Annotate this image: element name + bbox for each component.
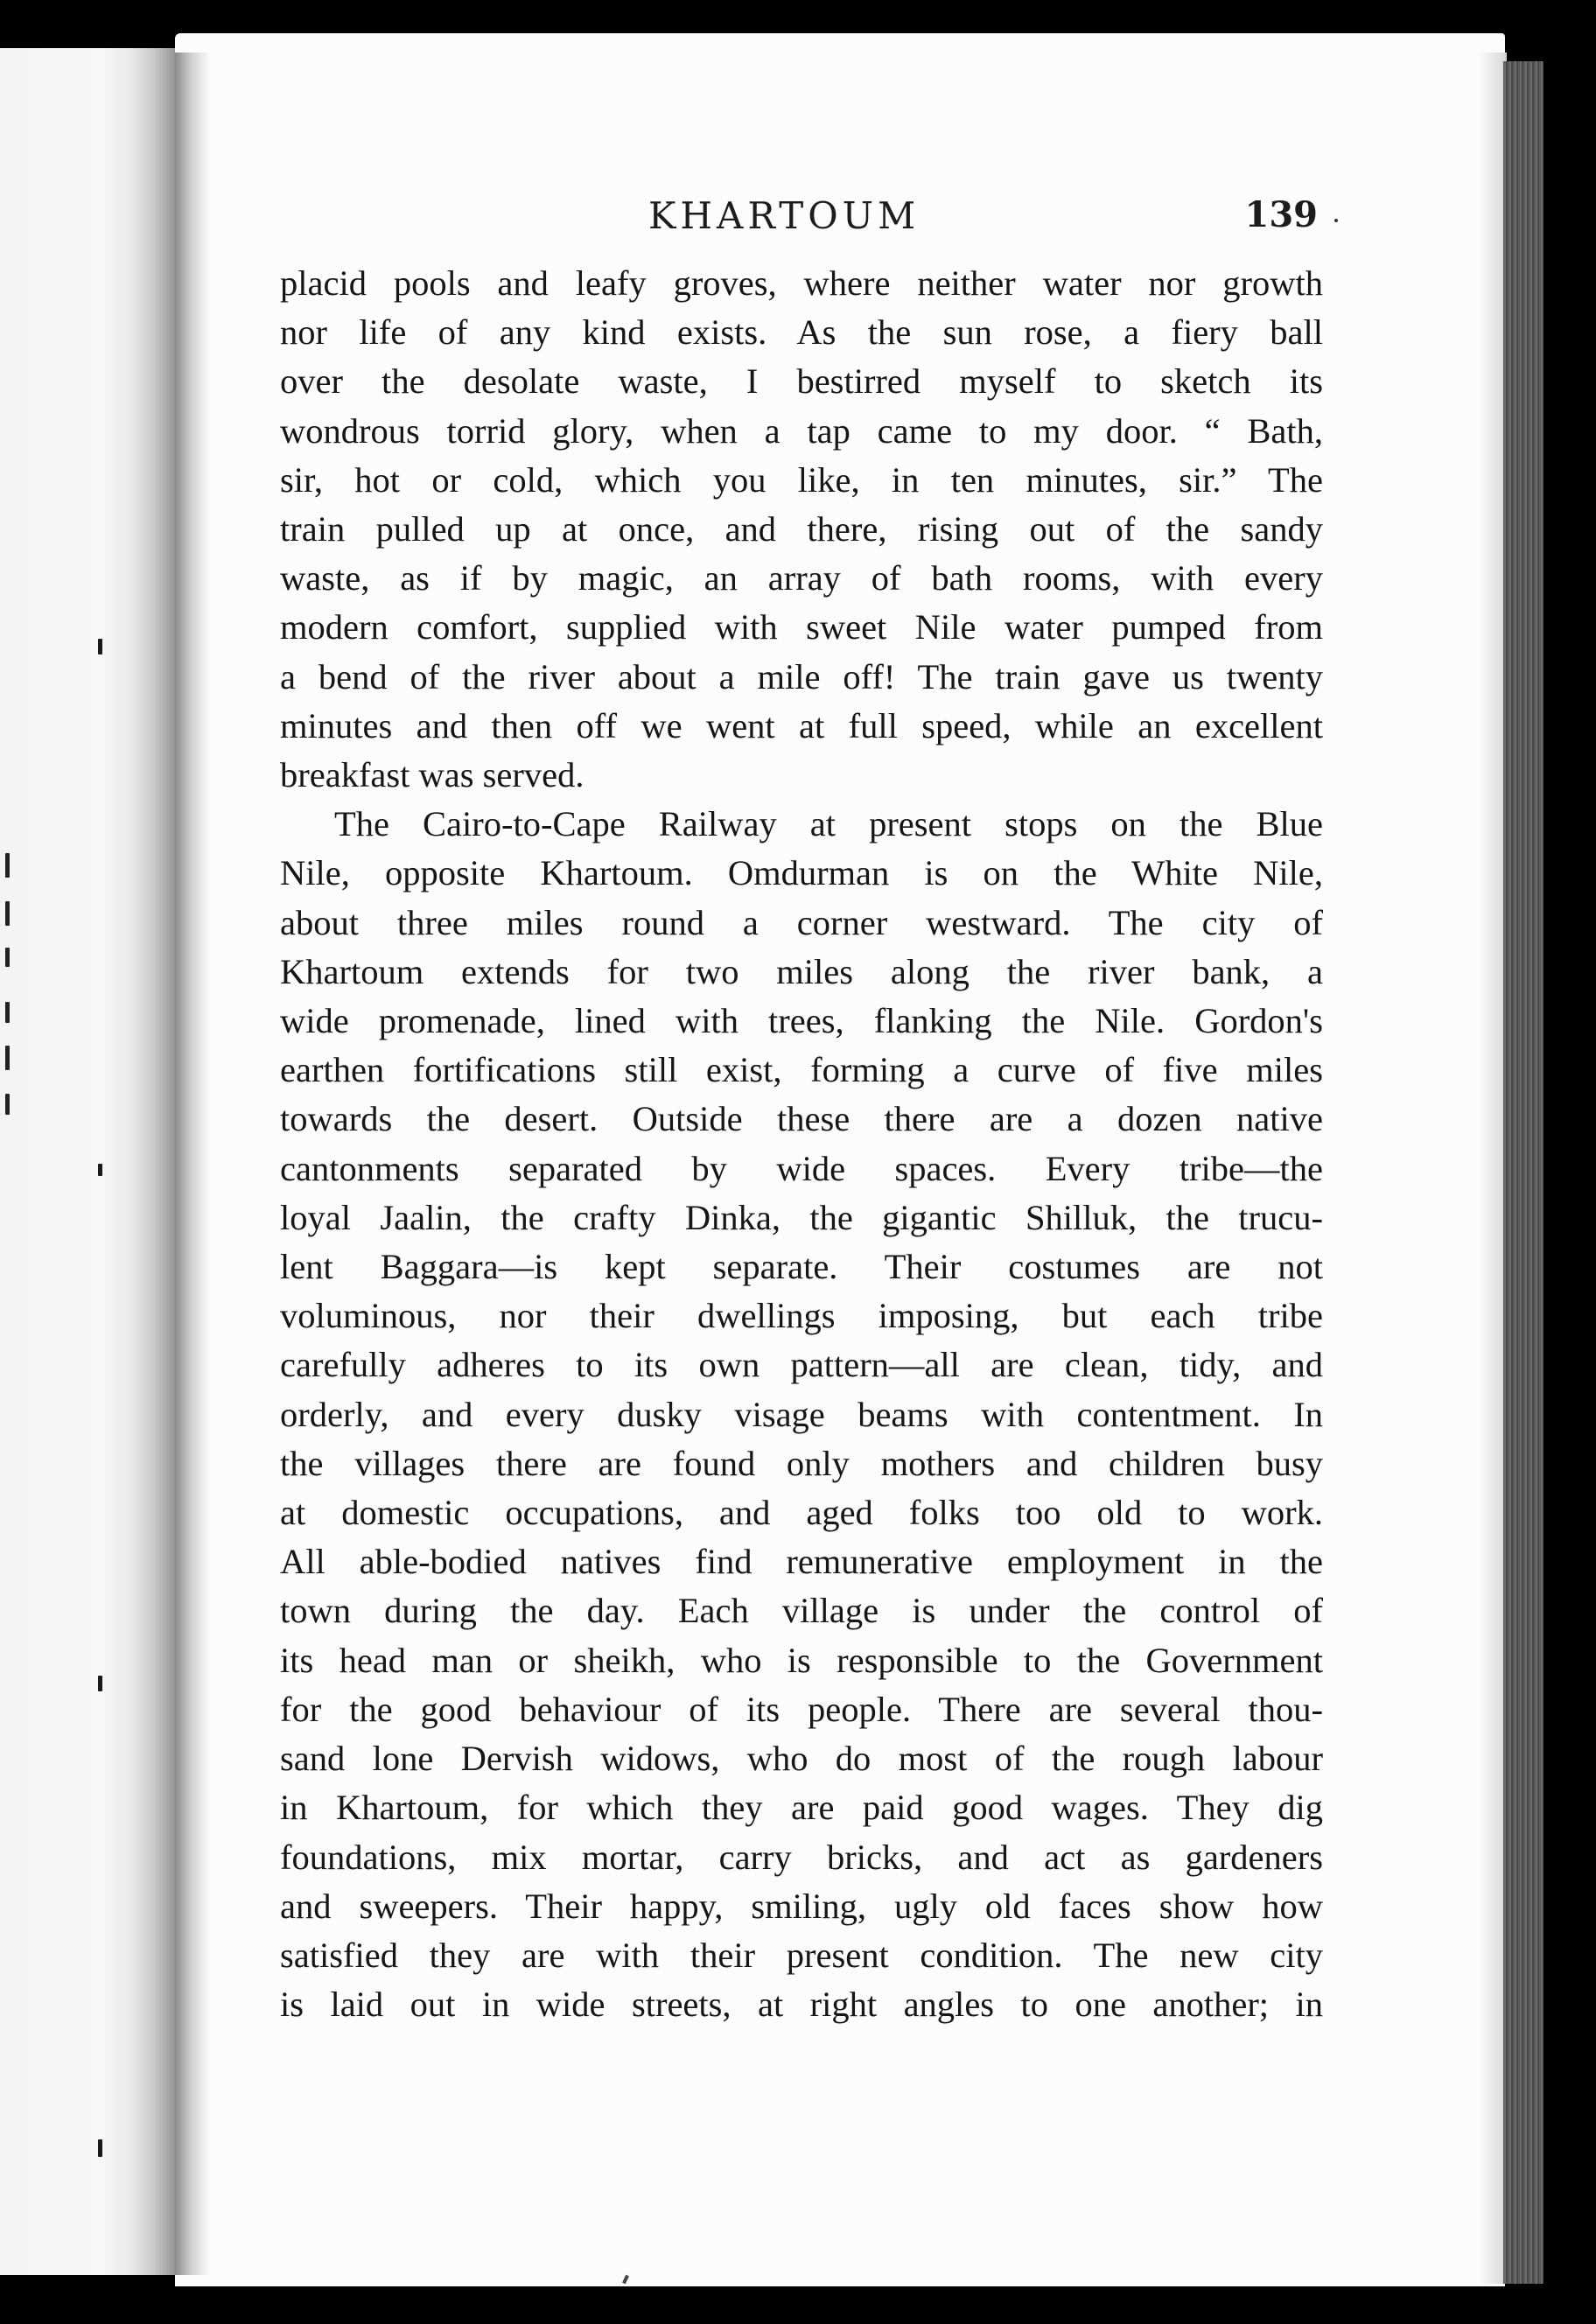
text-line: its head man or sheikh, who is responsible to the Government xyxy=(280,1640,1323,1680)
text-line: carefully adheres to its own pattern—all are clean, tidy, and xyxy=(280,1345,1323,1385)
text-line: foundations, mix mortar, carry bricks, and act as gardeners xyxy=(280,1837,1323,1877)
ink-speck xyxy=(1334,219,1338,222)
text-line: about three miles round a corner westward. The city of xyxy=(280,902,1323,942)
text-line: and sweepers. Their happy, smiling, ugly old faces show how xyxy=(280,1886,1323,1926)
page-stack-fore-edge xyxy=(1503,61,1544,2284)
text-line: for the good behaviour of its people. There are several thou- xyxy=(280,1689,1323,1729)
text-line: sand lone Dervish widows, who do most of the rough labour xyxy=(280,1739,1323,1779)
body-text xyxy=(280,259,1323,2029)
text-line: wondrous torrid glory, when a tap came to my door. “ Bath, xyxy=(280,410,1323,451)
text-line: a bend of the river about a mile off! The train gave us twenty xyxy=(280,656,1323,696)
text-line: sir, hot or cold, which you like, in ten minutes, sir.” The xyxy=(280,459,1323,500)
text-line: wide promenade, lined with trees, flanking the Nile. Gordon's xyxy=(280,1001,1323,1041)
text-line: over the desolate waste, I bestirred myself to sketch its xyxy=(280,361,1323,402)
text-line: orderly, and every dusky visage beams with contentment. In xyxy=(280,1394,1323,1434)
text-line: satisfied they are with their present condition. The new city xyxy=(280,1935,1323,1975)
text-line: Khartoum extends for two miles along the river bank, a xyxy=(280,951,1323,991)
text-line: town during the day. Each village is under the control of xyxy=(280,1591,1323,1631)
text-line: the villages there are found only mothers and children busy xyxy=(280,1443,1323,1483)
text-line: nor life of any kind exists. As the sun rose, a fiery ball xyxy=(280,312,1323,353)
text-line: minutes and then off we went at full speed, while an excellent xyxy=(280,705,1323,746)
text-line: at domestic occupations, and aged folks too old to work. xyxy=(280,1493,1323,1533)
paragraph-start-line: The Cairo-to-Cape Railway at present stops on the Blue xyxy=(334,804,1323,844)
text-line: lent Baggara—is kept separate. Their costumes are not xyxy=(280,1247,1323,1287)
running-head-title: KHARTOUM xyxy=(648,194,920,237)
text-line: waste, as if by magic, an array of bath rooms, with every xyxy=(280,558,1323,598)
text-line: towards the desert. Outside these there are a dozen native xyxy=(280,1099,1323,1139)
text-line: loyal Jaalin, the crafty Dinka, the gigantic Shilluk, the trucu- xyxy=(280,1197,1323,1237)
text-line: modern comfort, supplied with sweet Nile water pumped from xyxy=(280,607,1323,648)
text-line: Nile, opposite Khartoum. Omdurman is on the White Nile, xyxy=(280,853,1323,893)
page-number: 139 xyxy=(1244,194,1318,235)
running-head xyxy=(276,194,1318,247)
gutter-shadow xyxy=(175,52,210,2275)
text-line: is laid out in wide streets, at right angles to one another; in xyxy=(280,1984,1323,2025)
text-line: in Khartoum, for which they are paid good wages. They dig xyxy=(280,1788,1323,1828)
text-line: train pulled up at once, and there, rising out of the sandy xyxy=(280,509,1323,550)
paragraph-end-line: breakfast was served. xyxy=(280,755,584,795)
text-line: voluminous, nor their dwellings imposing, but each tribe xyxy=(280,1296,1323,1336)
facing-page-edge xyxy=(0,48,188,2275)
text-line: All able-bodied natives find remunerative employment in the xyxy=(280,1542,1323,1582)
text-line: placid pools and leafy groves, where neither water nor growth xyxy=(280,263,1323,303)
text-line: cantonments separated by wide spaces. Every tribe—the xyxy=(280,1148,1323,1188)
text-line: earthen fortifications still exist, forming a curve of five miles xyxy=(280,1050,1323,1090)
